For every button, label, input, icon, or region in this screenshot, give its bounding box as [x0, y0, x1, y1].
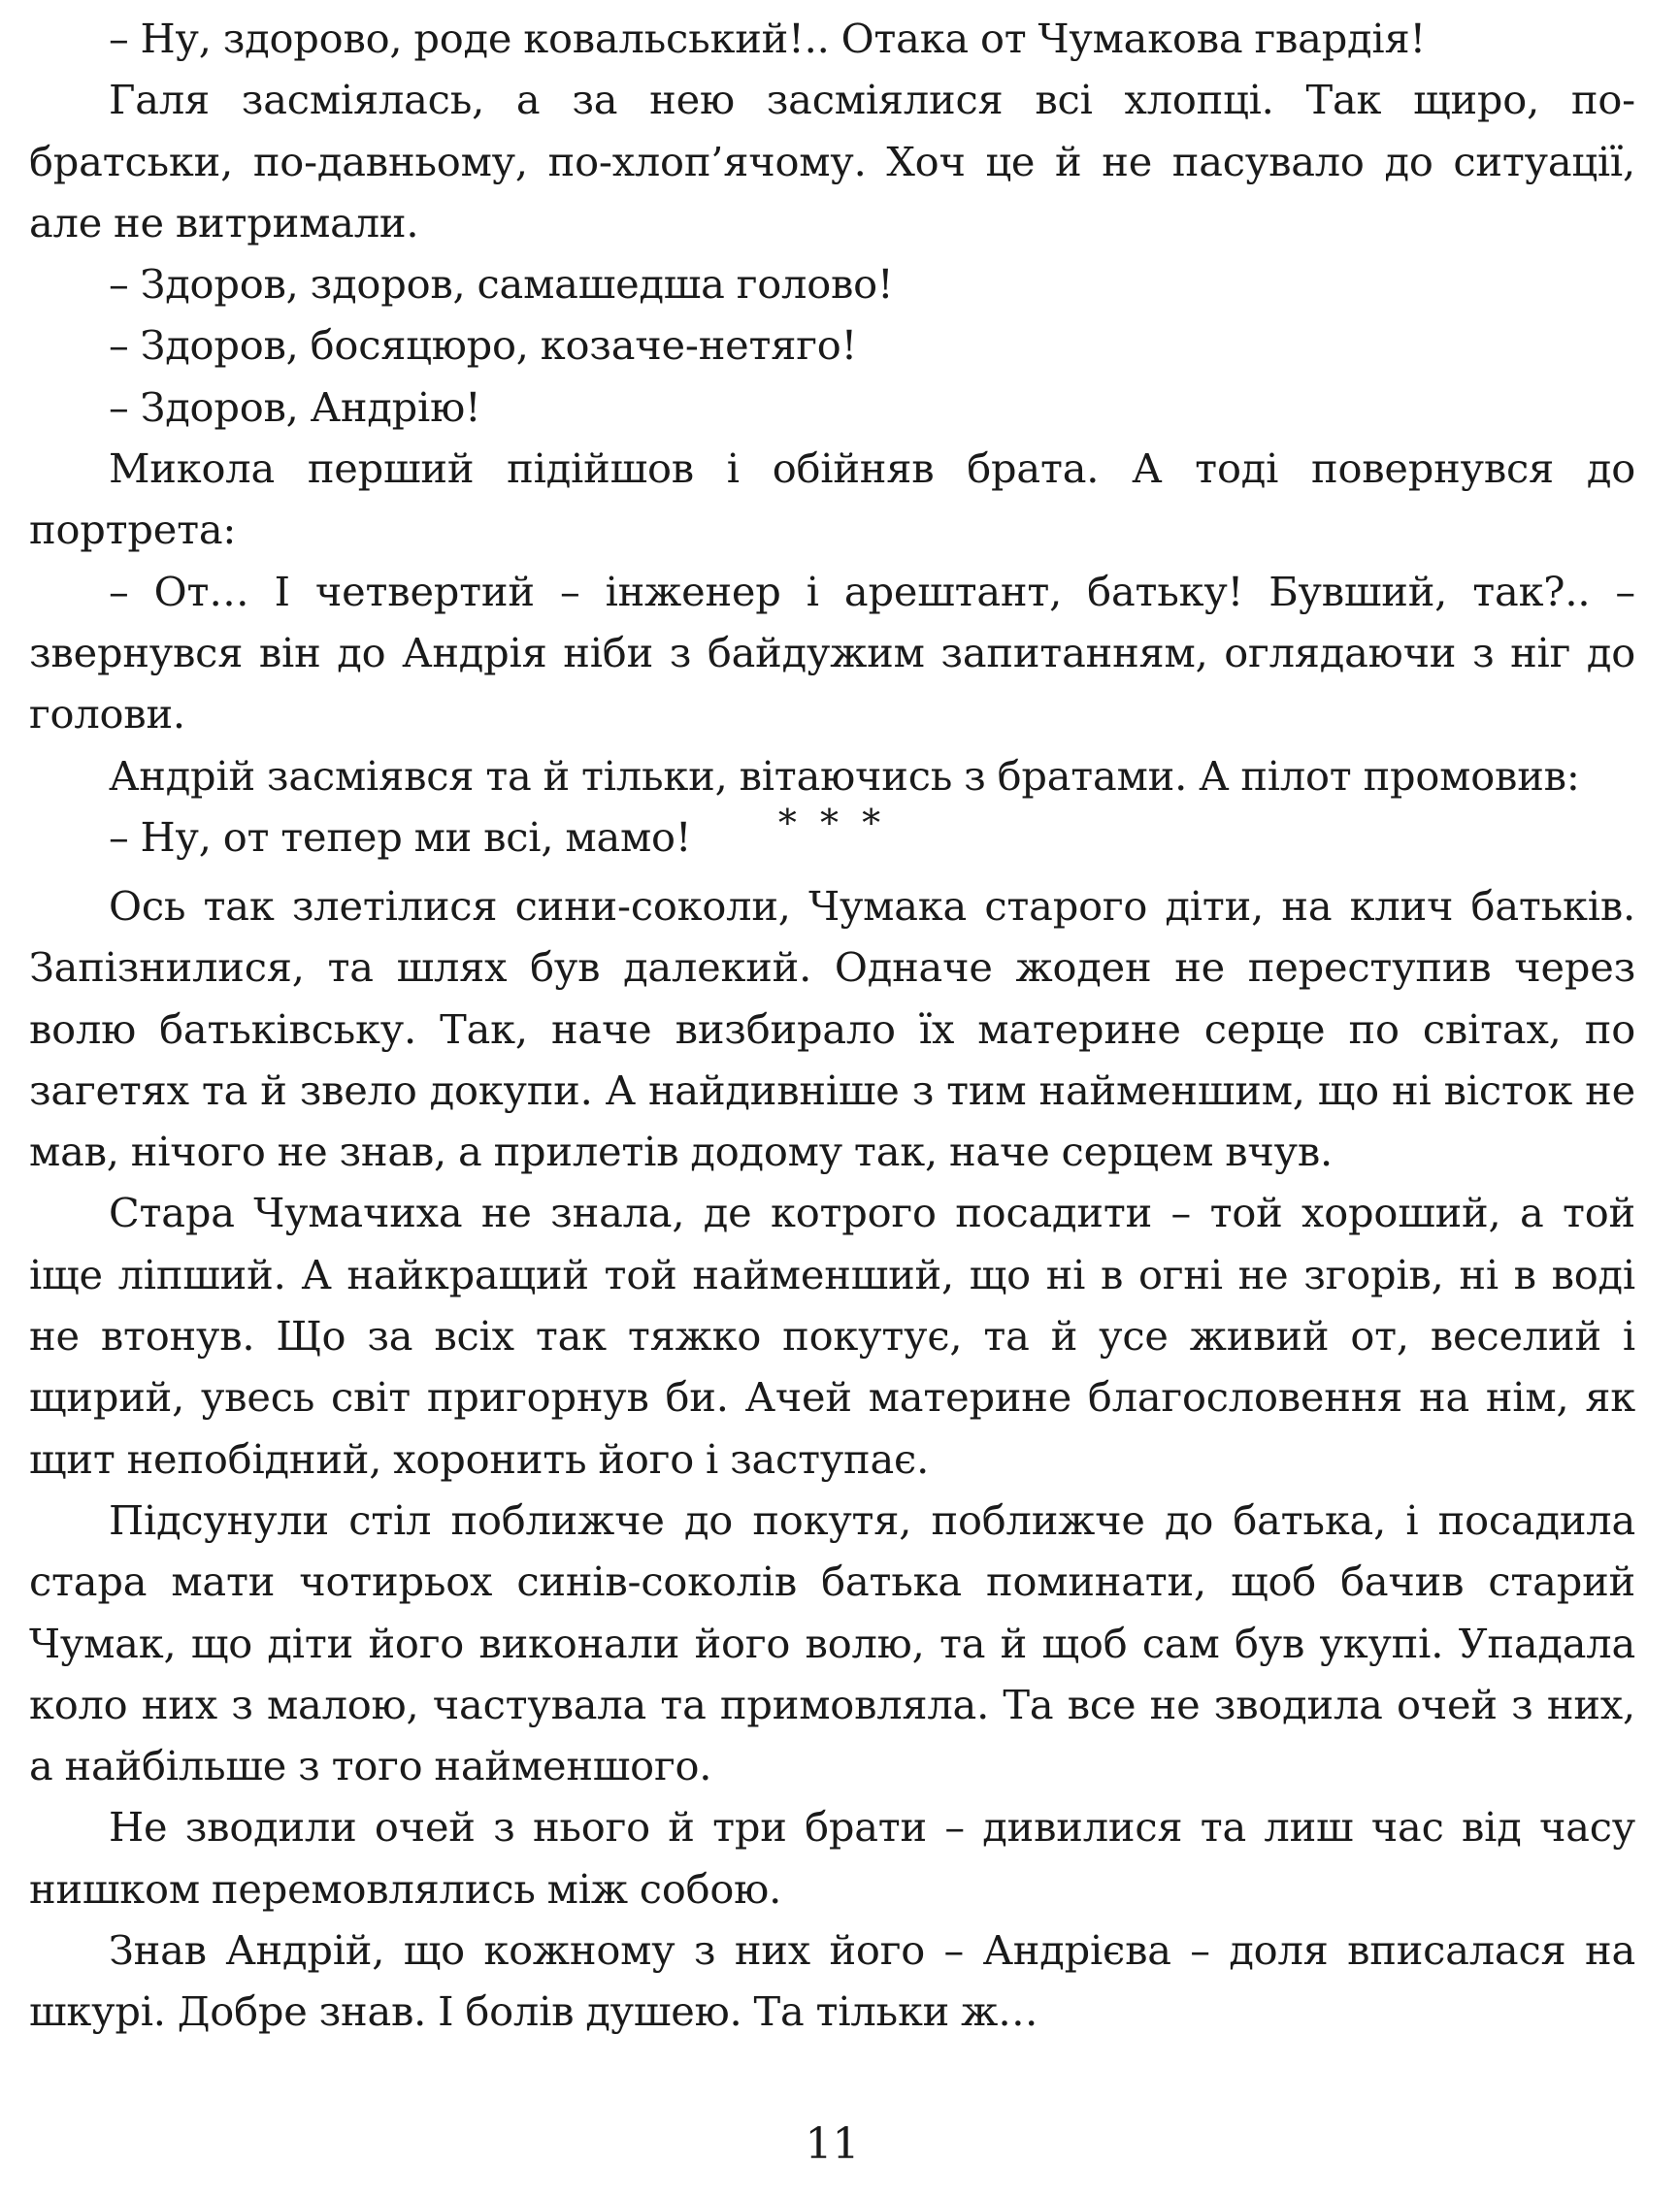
text-section-bottom — [29, 875, 1635, 2043]
section-separator: * * * — [777, 802, 887, 844]
paragraph: Стара Чумачиха не знала, де котрого посадити – той хороший, а той іще ліпший. А найкращий той найменший, що ні в огні не згорів, ні в воді не втонув. Що за всіх так тяжко покутує, та й усе живий от, веселий і щирий, увесь світ пригорнув би. Ачей материне благословення на нім, як щит непобідний, хоронить його і заступає. — [29, 1189, 1635, 1483]
book-page — [29, 0, 1635, 2198]
paragraph: – От… І четвертий – інженер і арештант, батьку! Бувший, так?.. – звернувся він до Андрія ніби з байдужим запитанням, оглядаючи з ніг до голови. — [29, 567, 1635, 738]
paragraph: – Ну, от тепер ми всі, мамо! — [109, 812, 692, 861]
paragraph: Галя засміялась, а за нею засміялися всі хлопці. Так щиро, по-братськи, по-давньому, по-хлоп’ячому. Хоч це й не пасувало до ситуації, але не витримали. — [29, 76, 1635, 246]
paragraph: Не зводили очей з нього й три брати – дивилися та лиш час від часу нишком перемовлялись між собою. — [29, 1803, 1635, 1913]
paragraph: – Здоров, Андрію! — [109, 382, 481, 431]
paragraph: – Здоров, здоров, самашедша голово! — [109, 260, 894, 309]
paragraph: – Ну, здорово, роде ковальський!.. Отака от Чумакова гвардія! — [109, 15, 1426, 62]
page-number: 11 — [805, 2119, 860, 2169]
paragraph: Андрій засміявся та й тільки, вітаючись з братами. А пілот промовив: — [109, 751, 1580, 800]
paragraph: Ось так злетілися сини-соколи, Чумака старого діти, на клич батьків. Запізнилися, та шлях був далекий. Одначе жоден не переступив через волю батьківську. Так, наче визбирало їх материне серце по світах, по загетях та й звело докупи. А найдивніше з тим найменшим, що ні вісток не мав, нічого не знав, а прилетів додому так, наче серцем вчув. — [29, 882, 1635, 1176]
paragraph: – Здоров, босяцюро, козаче-нетяго! — [109, 321, 858, 370]
paragraph: Микола перший підійшов і обійняв брата. А тоді повернувся до портрета: — [29, 444, 1635, 554]
text-section-top — [29, 8, 1635, 868]
paragraph: Знав Андрій, що кожному з них його – Андрієва – доля вписалася на шкурі. Добре знав. І болів душею. Та тільки ж… — [29, 1926, 1635, 2036]
paragraph: Підсунули стіл поближче до покутя, поближче до батька, і посадила стара мати чотирьох синів-соколів батька поминати, щоб бачив старий Чумак, що діти його виконали його волю, та й щоб сам був укупі. Упадала коло них з малою, частувала та примовляла. Та все не зводила очей з них, а найбільше з того найменшого. — [29, 1495, 1635, 1790]
